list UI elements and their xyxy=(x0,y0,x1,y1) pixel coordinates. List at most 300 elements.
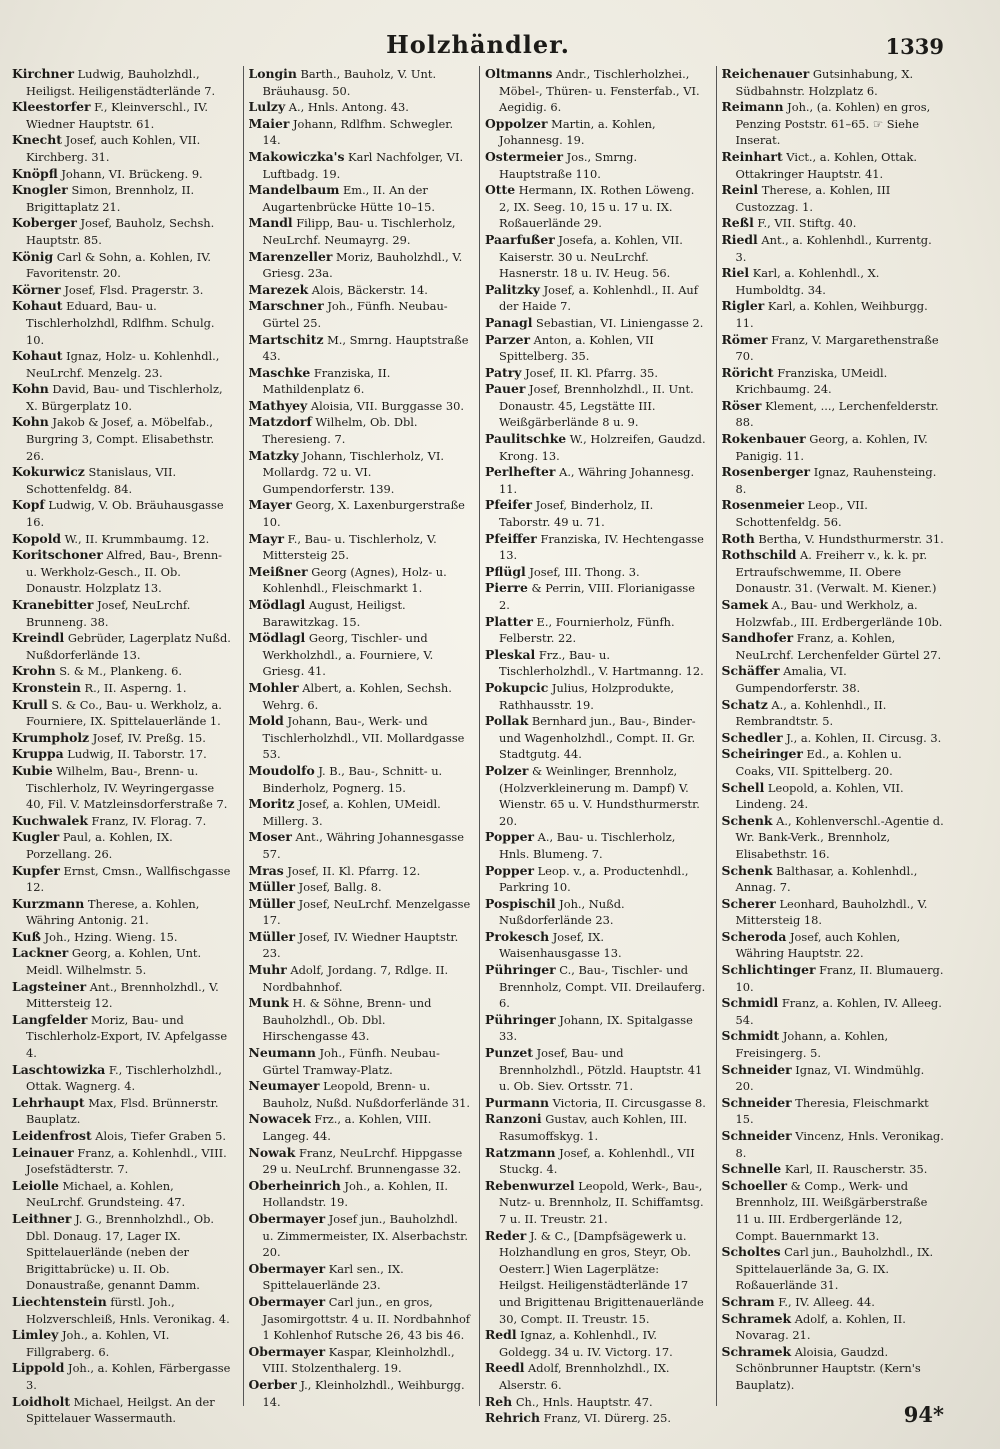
entry-details: Adolf, Brennholzhdl., IX. Alserstr. 6. xyxy=(499,1361,670,1392)
entry-details: Joh., a. Kohlen, Färbergasse 3. xyxy=(26,1361,231,1392)
entry-details: Johann, Tischlerholz, VI. Mollardg. 72 u. VI. Gumpendorferstr. 139. xyxy=(262,448,444,496)
entry-details: Ant., Brennholzhdl., V. Mittersteig 12. xyxy=(26,979,219,1011)
entry-details: Josef, II. Kl. Pfarrg. 35. xyxy=(521,365,658,380)
entry-name: Punzet xyxy=(485,1045,533,1061)
directory-entry xyxy=(12,166,235,183)
directory-entry xyxy=(722,995,945,1028)
entry-details: F., VII. Stiftg. 40. xyxy=(753,216,857,231)
directory-entry xyxy=(722,464,945,497)
directory-entry xyxy=(722,99,945,149)
entry-name: Knogler xyxy=(12,182,68,198)
entry-name: Mayer xyxy=(248,497,292,513)
entry-details: Franz, a. Kohlen, IV. Alleeg. 54. xyxy=(735,996,942,1027)
entry-name: Longin xyxy=(248,66,297,81)
directory-entry xyxy=(722,265,945,298)
directory-entry xyxy=(12,829,235,862)
entry-details: Frz., a. Kohlen, VIII. Langeg. 44. xyxy=(262,1112,432,1143)
directory-entry xyxy=(249,332,472,365)
entry-name: Maschke xyxy=(248,364,311,380)
entry-details: & Comp., Werk- und Brennholz, III. Weißgärberstraße 11 u. III. Erdbergerlände 12, Compt. Bauernmarkt 13. xyxy=(735,1178,928,1243)
entry-name: Müller xyxy=(248,928,296,944)
entry-details: Joh., a. Kohlen, II. Hollandstr. 19. xyxy=(262,1178,449,1210)
entry-name: Schneider xyxy=(721,1128,792,1143)
directory-entry xyxy=(12,1145,235,1178)
entry-name: Schenk xyxy=(721,812,773,828)
entry-details: Carl jun., Bauholzhdl., IX. Spittelauerlände 3a, G. IX. Roßauerlände 31. xyxy=(735,1245,934,1293)
entry-name: Meißner xyxy=(248,563,308,579)
entry-details: Josef, IV. Wiedner Hauptstr. 23. xyxy=(262,929,459,961)
entry-name: Polzer xyxy=(485,762,529,778)
directory-entry xyxy=(249,1111,472,1144)
entry-details: Ed., a. Kohlen u. Coaks, VII. Spittelberg. 20. xyxy=(735,747,902,778)
directory-entry xyxy=(12,547,235,597)
entry-details: Wilhelm, Ob. Dbl. Theresieng. 7. xyxy=(262,415,418,447)
entry-details: Karl, II. Rauscherstr. 35. xyxy=(781,1162,928,1177)
directory-entry xyxy=(722,1161,945,1178)
directory-entry xyxy=(12,813,235,830)
entry-details: Ignaz, a. Kohlenhdl., IV. Goldegg. 34 u. IV. Victorg. 17. xyxy=(499,1328,673,1359)
entry-details: A., Bau- u. Tischlerholz, Hnls. Blumeng. 7. xyxy=(499,830,676,861)
directory-entry xyxy=(722,962,945,995)
entry-name: Schram xyxy=(721,1293,775,1309)
entry-details: Georg, Tischler- und Werkholzhdl., a. Fourniere, V. Griesg. 41. xyxy=(262,631,434,679)
entry-details: Johann, a. Kohlen, Freisingerg. 5. xyxy=(735,1029,889,1061)
entry-details: Albert, a. Kohlen, Sechsh. Wehrg. 6. xyxy=(262,680,452,712)
directory-entry xyxy=(722,332,945,365)
entry-details: Moriz, Bauholzhdl., V. Griesg. 23a. xyxy=(262,249,463,281)
entry-name: Lagsteiner xyxy=(12,978,87,994)
directory-entry xyxy=(12,1178,235,1211)
entry-details: Klement, ..., Lerchenfelderstr. 88. xyxy=(735,398,939,430)
entry-name: Röser xyxy=(721,397,762,413)
entry-details: Therese, a. Kohlen, III Custozzag. 1. xyxy=(735,183,891,214)
column-3 xyxy=(479,66,708,1426)
entry-details: Therese, a. Kohlen, Währing Antonig. 21. xyxy=(26,896,200,928)
entry-details: Joh., (a. Kohlen) en gros, Penzing Poststr. 61–65. ☞ Siehe Inserat. xyxy=(735,100,931,148)
entry-details: Barth., Bauholz, V. Unt. Bräuhausg. 50. xyxy=(262,67,437,98)
directory-entry xyxy=(249,282,472,299)
entry-name: Marezek xyxy=(248,281,309,297)
entry-name: Schenk xyxy=(721,862,773,878)
entry-details: Josef, Brennholzhdl., II. Unt. Donaustr. 45, Legstätte III. Weißgärberlände 8 u. 9. xyxy=(499,382,694,430)
entry-details: Anton, a. Kohlen, VII Spittelberg. 35. xyxy=(499,332,654,364)
entry-name: Pospischil xyxy=(485,895,556,911)
directory-entry xyxy=(12,663,235,680)
directory-entry xyxy=(12,1128,235,1145)
directory-entry xyxy=(12,348,235,381)
entry-name: Kokurwicz xyxy=(12,464,85,480)
directory-entry xyxy=(12,597,235,630)
entry-details: Alois, Bäckerstr. 14. xyxy=(308,282,428,297)
entry-name: Moritz xyxy=(248,796,295,812)
entry-name: Nowak xyxy=(248,1144,296,1160)
entry-details: Josef, NeuLrchf. Brunneng. 38. xyxy=(26,598,191,629)
entry-details: A., a. Kohlenhdl., II. Rembrandtstr. 5. xyxy=(735,697,887,729)
entry-details: E., Fournierholz, Fünfh. Felberstr. 22. xyxy=(499,614,675,646)
entry-name: Krumpholz xyxy=(12,729,90,745)
directory-entry xyxy=(12,730,235,747)
directory-entry xyxy=(485,365,708,382)
entry-name: Mathyey xyxy=(248,397,308,413)
entry-details: Balthasar, a. Kohlenhdl., Annag. 7. xyxy=(735,863,918,895)
entry-name: Pfeifer xyxy=(485,497,532,513)
directory-entry xyxy=(249,796,472,829)
entry-name: König xyxy=(12,248,54,264)
entry-details: Franz, IV. Florag. 7. xyxy=(87,813,207,828)
entry-name: Rosenberger xyxy=(721,464,811,480)
entry-details: C., Bau-, Tischler- und Brennholz, Compt. VII. Dreilauferg. 6. xyxy=(499,963,706,1011)
entry-details: Carl jun., en gros, Jasomirgottstr. 4 u. II. Nordbahnhof 1 Kohlenhof Rutsche 26, 43 bis 46. xyxy=(262,1294,471,1343)
entry-name: Kranebitter xyxy=(12,597,94,612)
directory-entry xyxy=(722,531,945,548)
entry-details: F., Bau- u. Tischlerholz, V. Mittersteig 25. xyxy=(262,531,437,563)
entry-name: Roth xyxy=(721,530,755,546)
directory-entry xyxy=(249,1078,472,1111)
directory-entry xyxy=(12,630,235,663)
entry-name: Kleestorfer xyxy=(12,99,91,115)
entry-details: Josef, a. Kohlenhdl., VII Stuckg. 4. xyxy=(499,1145,695,1177)
directory-entry xyxy=(722,497,945,530)
entry-name: Reßl xyxy=(721,215,754,231)
entry-details: Sebastian, VI. Liniengasse 2. xyxy=(532,315,704,330)
entry-name: Matzky xyxy=(248,447,299,463)
entry-details: Bertha, V. Hundsthurmerstr. 31. xyxy=(754,531,944,546)
directory-entry xyxy=(249,1261,472,1294)
entry-name: Parzer xyxy=(485,331,530,347)
directory-entry xyxy=(12,249,235,282)
entry-details: A., Währing Johannesg. 11. xyxy=(499,465,695,496)
directory-entry xyxy=(12,414,235,464)
directory-entry xyxy=(249,829,472,862)
directory-entry xyxy=(249,531,472,564)
entry-name: Mold xyxy=(248,713,284,729)
directory-entry xyxy=(722,1311,945,1344)
directory-entry xyxy=(249,630,472,680)
directory-entry xyxy=(485,929,708,962)
entry-details: Franz, NeuLrchf. Hippgasse 29 u. NeuLrchf. Brunnengasse 32. xyxy=(262,1145,463,1177)
entry-details: Franz, II. Blumauerg. 10. xyxy=(735,963,944,994)
entry-name: Ranzoni xyxy=(485,1111,542,1127)
entry-details: A., Kohlenverschl.-Agentie d. Wr. Bank-Verk., Brennholz, Elisabethstr. 16. xyxy=(735,813,944,861)
entry-details: J., Kleinholzhdl., Weihburgg. 14. xyxy=(262,1377,465,1409)
directory-entry xyxy=(12,298,235,348)
directory-entry xyxy=(12,531,235,548)
entry-name: Schmidt xyxy=(721,1028,780,1044)
directory-entry xyxy=(722,1178,945,1244)
entry-name: Kohn xyxy=(12,381,49,397)
entry-name: Rothschild xyxy=(721,547,797,563)
entry-name: Kronstein xyxy=(12,679,81,695)
entry-name: Schell xyxy=(721,779,765,795)
entry-details: Ch., Hnls. Hauptstr. 47. xyxy=(512,1394,653,1409)
directory-entry xyxy=(722,431,945,464)
directory-entry xyxy=(485,1178,708,1228)
entry-details: Joh., Fünfh. Neubau-Gürtel 25. xyxy=(262,299,448,330)
entry-name: Scherer xyxy=(721,895,776,911)
directory-entry xyxy=(485,149,708,182)
entry-name: Redl xyxy=(485,1327,517,1343)
directory-entry xyxy=(722,929,945,962)
entry-details: Wilhelm, Bau-, Brenn- u. Tischlerholz, IV. Weyringergasse 40, Fil. V. Matzleinsdorferstraße 7. xyxy=(26,763,228,812)
page-title: Holzhändler. xyxy=(386,30,570,59)
entry-details: F., Tischlerholzhdl., Ottak. Wagnerg. 4. xyxy=(26,1062,222,1094)
directory-entry xyxy=(12,979,235,1012)
entry-name: Pühringer xyxy=(485,1011,556,1027)
directory-entry xyxy=(722,813,945,863)
entry-name: Scheroda xyxy=(721,928,787,944)
entry-name: Oltmanns xyxy=(485,66,553,81)
entry-name: Paulitschke xyxy=(485,431,567,447)
entry-details: S. & Co., Bau- u. Werkholz, a. Fourniere, IX. Spittelauerlände 1. xyxy=(26,697,222,729)
entry-name: Sandhofer xyxy=(721,630,794,646)
entry-details: Andr., Tischlerholzhei., Möbel-, Thüren- u. Fensterfab., VI. Aegidig. 6. xyxy=(499,67,700,115)
directory-entry xyxy=(12,132,235,165)
entry-name: Schmidl xyxy=(721,995,779,1011)
entry-name: Nowacek xyxy=(248,1111,311,1127)
directory-entry xyxy=(249,863,472,880)
directory-entry xyxy=(12,1327,235,1360)
entry-name: Rosenmeier xyxy=(721,497,805,513)
entry-details: Johann, Bau-, Werk- und Tischlerholzhdl., VII. Mollardgasse 53. xyxy=(262,714,465,762)
entry-name: Schoeller xyxy=(721,1177,787,1193)
entry-name: Schramek xyxy=(721,1310,792,1326)
entry-details: Franz, a. Kohlen, NeuLrchf. Lerchenfelder Gürtel 27. xyxy=(735,631,942,662)
entry-details: Michael, a. Kohlen, NeuLrchf. Grundsteing. 47. xyxy=(26,1178,186,1210)
directory-entry xyxy=(12,746,235,763)
entry-details: Vict., a. Kohlen, Ottak. Ottakringer Hauptstr. 41. xyxy=(735,149,917,181)
entry-name: Schneider xyxy=(721,1094,792,1110)
entry-details: Franz, VI. Dürerg. 25. xyxy=(539,1411,672,1426)
entry-details: Georg, a. Kohlen, Unt. Meidl. Wilhelmstr. 5. xyxy=(26,946,202,978)
directory-entry xyxy=(722,66,945,99)
directory-entry xyxy=(722,863,945,896)
entry-name: Kirchner xyxy=(12,66,74,81)
entry-details: Ant., a. Kohlenhdl., Kurrentg. 3. xyxy=(735,232,932,264)
directory-entry xyxy=(249,995,472,1045)
entry-name: Kohn xyxy=(12,414,49,430)
entry-name: Leithner xyxy=(12,1210,72,1226)
entry-name: Koberger xyxy=(12,215,77,231)
entry-name: Purmann xyxy=(485,1094,550,1110)
directory-entry xyxy=(722,697,945,730)
entry-details: Karl, a. Kohlenhdl., X. Humboldtg. 34. xyxy=(735,266,880,297)
directory-entry xyxy=(722,1062,945,1095)
entry-details: Gebrüder, Lagerplatz Nußd. Nußdorferlände 13. xyxy=(26,631,231,662)
entry-name: Obermayer xyxy=(248,1343,326,1359)
directory-entry xyxy=(12,929,235,946)
directory-entry xyxy=(485,614,708,647)
entry-details: Josef, auch Kohlen, Währing Hauptstr. 22. xyxy=(735,929,901,961)
entry-name: Oppolzer xyxy=(485,115,548,131)
entry-name: Riedl xyxy=(721,231,758,247)
entry-name: Kurzmann xyxy=(12,895,85,911)
entry-name: Scheiringer xyxy=(721,746,803,762)
directory-entry xyxy=(249,1294,472,1344)
entry-details: Vincenz, Hnls. Veronikag. 8. xyxy=(735,1129,944,1160)
entry-name: Munk xyxy=(248,995,289,1011)
entry-name: Makowiczka's xyxy=(248,148,345,164)
entry-name: Reh xyxy=(485,1393,513,1409)
entry-details: Gutsinhabung, X. Südbahnstr. Holzplatz 6. xyxy=(735,67,914,98)
entry-name: Pfeiffer xyxy=(485,530,537,546)
directory-entry xyxy=(485,116,708,149)
entry-details: Kaspar, Kleinholzhdl., VIII. Stolzenthalerg. 19. xyxy=(262,1344,455,1376)
entry-name: Knöpfl xyxy=(12,165,58,181)
directory-entry xyxy=(249,298,472,331)
entry-details: R., II. Asperng. 1. xyxy=(80,680,187,695)
entry-details: Josef, IX. Waisenhausgasse 13. xyxy=(499,929,622,961)
entry-name: Reder xyxy=(485,1227,527,1243)
directory-entry xyxy=(12,497,235,530)
directory-entry xyxy=(249,182,472,215)
entry-details: Johann, IX. Spitalgasse 33. xyxy=(499,1012,693,1044)
entry-name: Moudolfo xyxy=(248,762,315,778)
entry-details: Ignaz, Holz- u. Kohlenhdl., NeuLrchf. Menzelg. 23. xyxy=(26,349,220,380)
entry-name: Mödlagl xyxy=(248,630,306,646)
directory-entry xyxy=(12,282,235,299)
directory-entry xyxy=(12,1360,235,1393)
entry-details: & Weinlinger, Brennholz, (Holzverkleinerung m. Dampf) V. Wienstr. 65 u. V. Hundsthurmerstr. 20. xyxy=(499,763,700,828)
directory-entry xyxy=(249,99,472,116)
entry-details: Karl, a. Kohlen, Weihburgg. 11. xyxy=(735,299,928,330)
entry-details: F., Kleinverschl., IV. Wiedner Hauptstr. 61. xyxy=(26,100,209,131)
entry-details: Franz, V. Margarethenstraße 70. xyxy=(735,332,939,364)
entry-name: Pauer xyxy=(485,381,526,397)
directory-entry xyxy=(12,1012,235,1062)
entry-name: Obermayer xyxy=(248,1260,326,1276)
directory-entry xyxy=(249,597,472,630)
entry-name: Lippold xyxy=(12,1360,65,1376)
entry-name: Reedl xyxy=(485,1360,525,1376)
directory-entry xyxy=(722,896,945,929)
directory-entry xyxy=(12,1394,235,1427)
directory-entry xyxy=(722,630,945,663)
entry-name: Otte xyxy=(485,182,516,198)
entry-details: Josef, Flsd. Pragerstr. 3. xyxy=(60,282,204,297)
entry-details: Josefa, a. Kohlen, VII. Kaiserstr. 30 u. NeuLrchf. Hasnerstr. 18 u. IV. Heug. 56. xyxy=(499,232,683,281)
entry-name: Moser xyxy=(248,829,292,845)
directory-entry xyxy=(485,564,708,581)
entry-name: Prokesch xyxy=(485,928,550,944)
entry-details: Josef, a. Kohlen, UMeidl. Millerg. 3. xyxy=(262,797,441,828)
entry-details: Adolf, a. Kohlen, II. Novarag. 21. xyxy=(735,1311,906,1343)
entry-name: Körner xyxy=(12,281,61,297)
entry-details: Em., II. An der Augartenbrücke Hütte 10–15. xyxy=(262,183,436,214)
entry-details: J. G., Brennholzhdl., Ob. Dbl. Donaug. 17, Lager IX. Spittelauerlände (neben der Brigittabrücke) u. II. Ob. Donaustraße, genannt Damm. xyxy=(26,1211,215,1293)
page-number: 1339 xyxy=(885,34,944,59)
entry-name: Laschtowizka xyxy=(12,1061,106,1077)
directory-entry xyxy=(12,182,235,215)
directory-entry xyxy=(249,1178,472,1211)
directory-entry xyxy=(12,945,235,978)
entry-details: Joh., Hzing. Wieng. 15. xyxy=(40,929,178,944)
entry-name: Pierre xyxy=(485,580,528,596)
entry-details: Michael, Heilgst. An der Spittelauer Wassermauth. xyxy=(26,1394,215,1426)
entry-details: Jakob & Josef, a. Möbelfab., Burgring 3, Compt. Elisabethstr. 26. xyxy=(26,415,215,463)
entry-name: Lulzy xyxy=(248,99,286,115)
entry-details: Max, Flsd. Brünnerstr. Bauplatz. xyxy=(26,1095,219,1127)
directory-entry xyxy=(485,1327,708,1360)
entry-details: Josef jun., Bauholzhdl. u. Zimmermeister, IX. Alserbachstr. 20. xyxy=(262,1211,468,1260)
entry-details: Ernst, Cmsn., Wallfischgasse 12. xyxy=(26,863,231,895)
directory-entry xyxy=(722,780,945,813)
entry-details: M., Smrng. Hauptstraße 43. xyxy=(262,332,469,364)
directory-entry xyxy=(249,116,472,149)
entry-name: Kuß xyxy=(12,928,41,944)
column-2 xyxy=(243,66,472,1409)
directory-entry xyxy=(249,1377,472,1410)
directory-entry xyxy=(485,1360,708,1393)
entry-details: Leopold, a. Kohlen, VII. Lindeng. 24. xyxy=(735,780,904,812)
entry-details: Joh., Nußd. Nußdorferlände 23. xyxy=(499,896,625,928)
directory-entry xyxy=(485,332,708,365)
entry-name: Mohler xyxy=(248,679,299,695)
directory-entry xyxy=(722,182,945,215)
directory-entry xyxy=(12,66,235,99)
entry-details: A., Hnls. Antong. 43. xyxy=(285,100,409,115)
directory-entry xyxy=(249,249,472,282)
entry-name: Liechtenstein xyxy=(12,1293,107,1309)
directory-entry xyxy=(485,863,708,896)
directory-entry xyxy=(249,398,472,415)
directory-entry xyxy=(12,215,235,248)
entry-details: Frz., Bau- u. Tischlerholzhdl., V. Hartmanng. 12. xyxy=(499,647,704,679)
entry-name: Rigler xyxy=(721,298,765,314)
entry-name: Lehrhaupt xyxy=(12,1094,85,1110)
entry-details: Simon, Brennholz, II. Brigittaplatz 21. xyxy=(26,183,195,214)
directory-entry xyxy=(485,647,708,680)
entry-details: Johann, Rdlfhm. Schwegler. 14. xyxy=(262,116,454,148)
directory-entry xyxy=(722,215,945,232)
entry-details: Martin, a. Kohlen, Johannesg. 19. xyxy=(499,116,656,148)
entry-details: Josef, Bau- und Brennholzhdl., Pötzld. Hauptstr. 41 u. Ob. Siev. Ortsstr. 71. xyxy=(499,1046,703,1094)
entry-details: Franziska, UMeidl. Krichbaumg. 24. xyxy=(735,365,888,397)
entry-details: & Perrin, VIII. Florianigasse 2. xyxy=(499,581,695,612)
entry-details: Josef, II. Kl. Pfarrg. 12. xyxy=(283,863,421,878)
directory-entry xyxy=(722,298,945,331)
directory-entry xyxy=(722,365,945,398)
directory-entry xyxy=(249,66,472,99)
entry-details: Georg, X. Laxenburgerstraße 10. xyxy=(262,498,465,530)
directory-entry xyxy=(485,464,708,497)
entry-name: Patry xyxy=(485,364,522,380)
entry-details: Ignaz, Rauhensteing. 8. xyxy=(735,465,937,496)
entry-name: Panagl xyxy=(485,314,533,330)
entry-details: Franziska, IV. Hechtengasse 13. xyxy=(499,531,704,563)
entry-name: Rokenbauer xyxy=(721,431,806,447)
entry-name: Mandl xyxy=(248,215,293,231)
entry-name: Martschitz xyxy=(248,331,324,347)
directory-entry xyxy=(249,763,472,796)
entry-name: Pollak xyxy=(485,713,529,729)
entry-details: Moriz, Bau- und Tischlerholz-Export, IV. Apfelgasse 4. xyxy=(26,1012,228,1061)
directory-entry xyxy=(485,66,708,116)
directory-entry xyxy=(249,879,472,896)
entry-name: Kugler xyxy=(12,829,60,845)
directory-entry xyxy=(12,1095,235,1128)
entry-name: Mandelbaum xyxy=(248,182,340,198)
entry-name: Pflügl xyxy=(485,563,526,579)
entry-details: Ludwig, Bauholzhdl., Heiligst. Heiligenstädterlände 7. xyxy=(26,67,216,98)
entry-details: Josef, Binderholz, II. Taborstr. 49 u. 71. xyxy=(499,498,654,530)
entry-name: Kopold xyxy=(12,530,62,546)
directory-entry xyxy=(485,763,708,829)
entry-name: Obermayer xyxy=(248,1293,326,1309)
directory-entry xyxy=(485,1045,708,1095)
directory-entry xyxy=(12,1211,235,1294)
entry-details: Josef, Bauholz, Sechsh. Hauptstr. 85. xyxy=(26,216,215,247)
entry-details: Carl & Sohn, a. Kohlen, IV. Favoritenstr. 20. xyxy=(26,249,212,281)
